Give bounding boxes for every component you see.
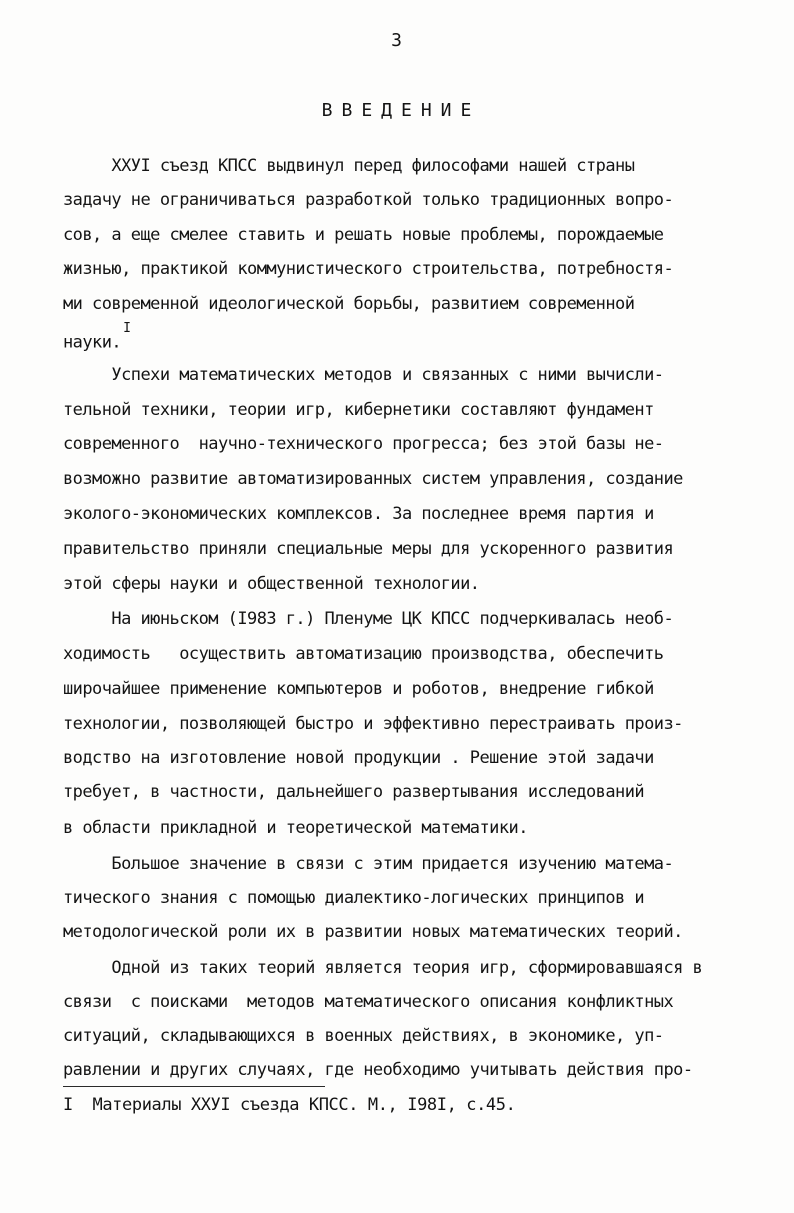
text-line: тического знания с помощью диалектико-логических принципов и <box>63 888 645 908</box>
text-line: правительство приняли специальные меры для ускоренного развития <box>63 539 674 559</box>
text-line: методологической роли их в развитии новых математических теорий. <box>63 922 683 942</box>
footnote-divider <box>63 1086 325 1087</box>
footnote-reference: I <box>123 321 131 336</box>
section-heading: ВВЕДЕНИЕ <box>321 100 481 121</box>
text-line: ходимость осуществить автоматизацию производства, обеспечить <box>63 644 664 664</box>
text-line: На июньском (I983 г.) Пленуме ЦК КПСС подчеркивалась необ- <box>63 609 674 629</box>
footnote <box>63 1090 515 1120</box>
text-line: водство на изготовление новой продукции . Решение этой задачи <box>63 748 654 768</box>
text-line: жизнью, практикой коммунистического строительства, потребностя- <box>63 259 674 279</box>
text-line: технологии, позволяющей быстро и эффективно перестраивать произ- <box>63 714 683 734</box>
text-line: требует, в частности, дальнейшего развертывания исследований <box>63 782 645 802</box>
text-line: Успехи математических методов и связанных с ними вычисли- <box>63 365 664 385</box>
text-line: этой сферы науки и общественной технологии. <box>63 574 480 594</box>
text-line: эколого-экономических комплексов. За последнее время партия и <box>63 504 654 524</box>
text-line: в области прикладной и теоретической математики. <box>63 818 528 838</box>
text-line: связи с поисками методов математического описания конфликтных <box>63 992 674 1012</box>
text-line: Большое значение в связи с этим придается изучению матема- <box>63 854 674 874</box>
text-line: задачу не ограничиваться разработкой только традиционных вопро- <box>63 190 674 210</box>
text-line: Одной из таких теорий является теория игр, сформировавшаяся в <box>63 958 703 978</box>
text-line: широчайшее применение компьютеров и роботов, внедрение гибкой <box>63 679 654 699</box>
text-line: сов, а еще смелее ставить и решать новые проблемы, порождаемые <box>63 225 664 245</box>
footnote-marker: I <box>63 1095 73 1115</box>
text-line: тельной техники, теории игр, кибернетики составляют фундамент <box>63 400 654 420</box>
text-line: равлении и других случаях, где необходимо учитывать действия про- <box>63 1060 693 1080</box>
text-line: ми современной идеологической борьбы, развитием современной <box>63 294 635 314</box>
text-line: современного научно-технического прогресса; без этой базы не- <box>63 434 664 454</box>
page-number: 3 <box>391 30 403 51</box>
text-line: возможно развитие автоматизированных систем управления, создание <box>63 469 683 489</box>
text-line: ситуаций, складывающихся в военных действиях, в экономике, уп- <box>63 1026 664 1046</box>
footnote-text: Материалы ХХУI съезда КПСС. М., I98I, с.45. <box>92 1095 516 1115</box>
text-line: ХХУI съезд КПСС выдвинул перед философами нашей страны <box>63 156 635 176</box>
text-line: науки. <box>63 332 122 353</box>
text-line-with-footnote <box>63 321 130 355</box>
